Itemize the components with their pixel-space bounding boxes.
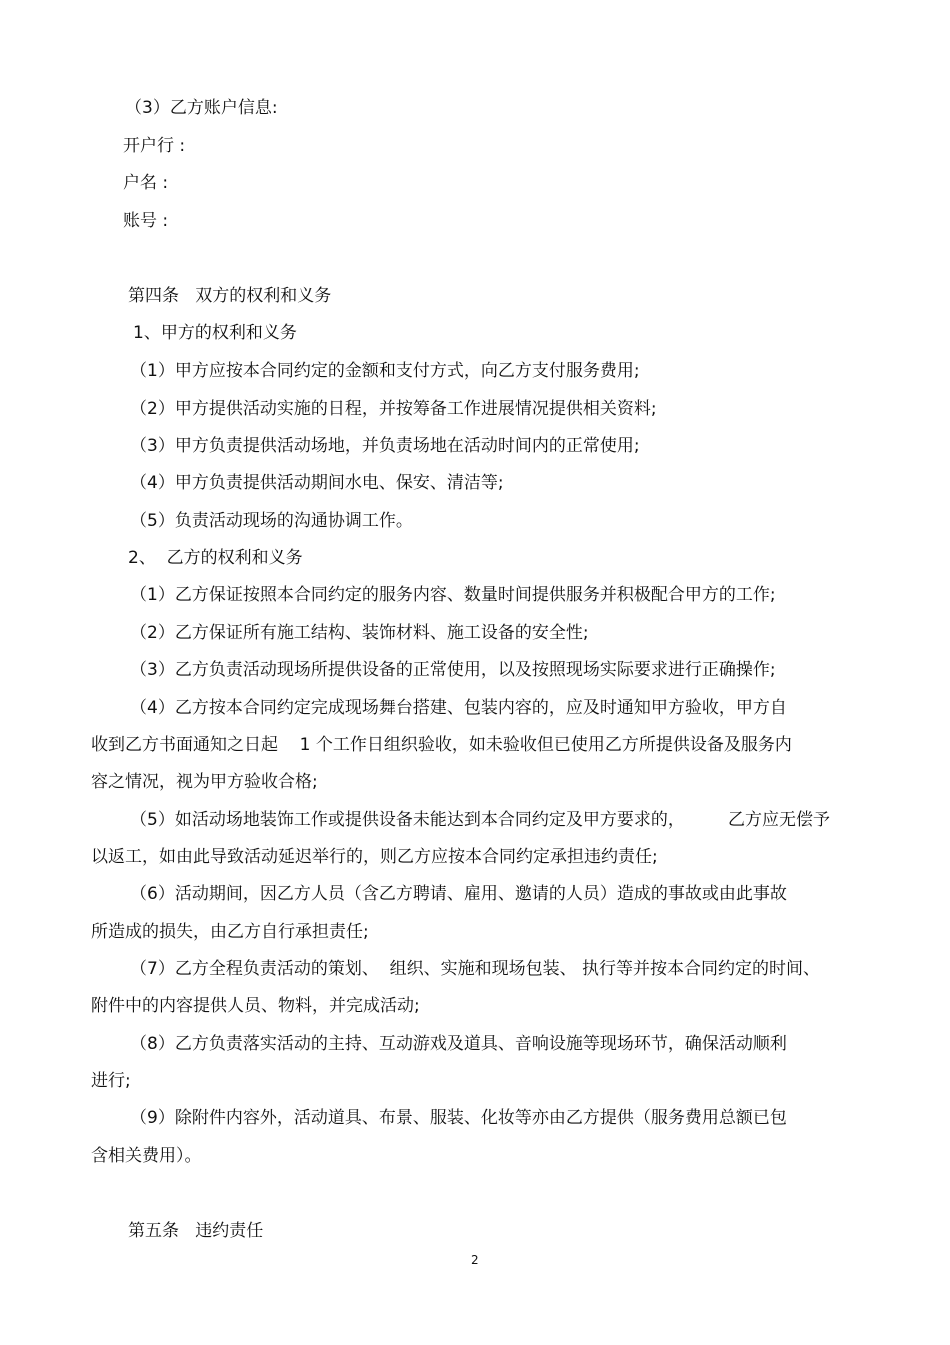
partyB-item9-line: 含相关费用）。 <box>91 1146 202 1166</box>
partyB-item7-line: 附件中的内容提供人员、物料，并完成活动; <box>91 996 420 1016</box>
article5-title: 第五条 违约责任 <box>128 1221 264 1241</box>
partyA-item: （3）甲方负责提供活动场地，并负责场地在活动时间内的正常使用; <box>130 436 640 456</box>
partyB-item5-line: 以返工，如由此导致活动延迟举行的，则乙方应按本合同约定承担违约责任; <box>91 847 658 867</box>
article4-title: 第四条 双方的权利和义务 <box>128 286 332 306</box>
partyA-item: （4）甲方负责提供活动期间水电、保安、清洁等; <box>130 473 504 493</box>
partyB-item8-line: （8）乙方负责落实活动的主持、互动游戏及道具、音响设施等现场环节，确保活动顺利 <box>130 1034 787 1054</box>
partyB-heading: 2、 乙方的权利和义务 <box>128 548 303 568</box>
partyA-heading: 1、甲方的权利和义务 <box>133 323 297 343</box>
partyB-item6-line: 所造成的损失，由乙方自行承担责任; <box>91 922 369 942</box>
partyB-item4-line: （4）乙方按本合同约定完成现场舞台搭建、包装内容的，应及时通知甲方验收，甲方自 <box>130 698 787 718</box>
partyB-item5-line: （5）如活动场地装饰工作或提供设备未能达到本合同约定及甲方要求的， 乙方应无偿予 <box>130 810 831 830</box>
partyA-item: （1）甲方应按本合同约定的金额和支付方式，向乙方支付服务费用; <box>130 361 640 381</box>
partyB-item8-line: 进行; <box>91 1071 131 1091</box>
bank-field-label: 开户行 : <box>123 136 186 156</box>
account-number-field-label: 账号 : <box>123 211 169 231</box>
partyB-item: （3）乙方负责活动现场所提供设备的正常使用，以及按照现场实际要求进行正确操作; <box>130 660 776 680</box>
partyB-item7-line: （7）乙方全程负责活动的策划、 组织、实施和现场包装、 执行等并按本合同约定的时间、 <box>130 959 821 979</box>
partyB-item6-line: （6）活动期间，因乙方人员（含乙方聘请、雇用、邀请的人员）造成的事故或由此事故 <box>130 884 787 904</box>
account-name-field-label: 户名 : <box>123 173 169 193</box>
partyB-item: （2）乙方保证所有施工结构、装饰材料、施工设备的安全性; <box>130 623 589 643</box>
partyB-item4-line: 容之情况，视为甲方验收合格; <box>91 772 318 792</box>
partyA-item: （2）甲方提供活动实施的日程，并按筹备工作进展情况提供相关资料; <box>130 399 657 419</box>
partyB-item: （1）乙方保证按照本合同约定的服务内容、数量时间提供服务并积极配合甲方的工作; <box>130 585 776 605</box>
partyB-item9-line: （9）除附件内容外，活动道具、布景、服装、化妆等亦由乙方提供（服务费用总额已包 <box>130 1108 787 1128</box>
account-info-heading: （3）乙方账户信息: <box>125 98 278 118</box>
partyB-item4-line: 收到乙方书面通知之日起 1 个工作日组织验收，如未验收但已使用乙方所提供设备及服务内 <box>91 735 792 755</box>
partyA-item: （5）负责活动现场的沟通协调工作。 <box>130 511 413 531</box>
page-number: 2 <box>471 1253 479 1267</box>
